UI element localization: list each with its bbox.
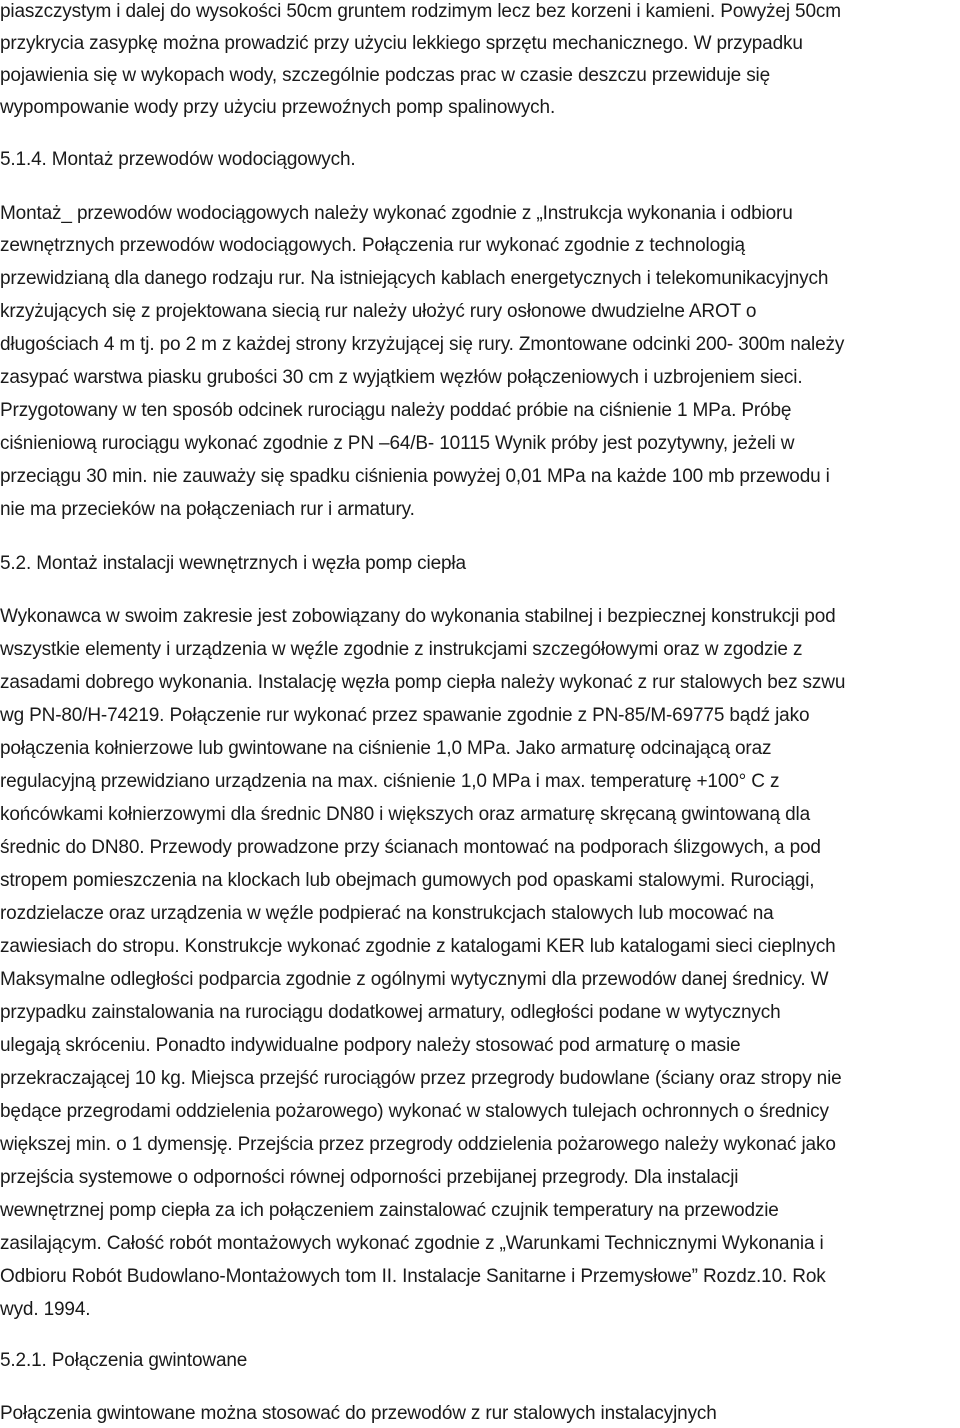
text-line: piaszczystym i dalej do wysokości 50cm gruntem rodzimym lecz bez korzeni i kamieni. Powyżej 50cm — [0, 1, 841, 22]
text-line: przypadku zainstalowania na rurociągu dodatkowej armatury, odległości podane w wytycznych — [0, 1002, 781, 1023]
text-line: Połączenia gwintowane można stosować do przewodów z rur stalowych instalacyjnych — [0, 1403, 717, 1424]
text-line: nie ma przecieków na połączeniach rur i armatury. — [0, 499, 415, 520]
text-line: połączenia kołnierzowe lub gwintowane na ciśnienie 1,0 MPa. Jako armaturę odcinającą oraz — [0, 738, 772, 759]
text-line: zawiesiach do stropu. Konstrukcje wykonać zgodnie z katalogami KER lub katalogami sieci cieplnych — [0, 936, 836, 957]
text-line: wyd. 1994. — [0, 1299, 91, 1320]
text-line: wewnętrznej pomp ciepła za ich połączeniem zainstalować czujnik temperatury na przewodzie — [0, 1200, 779, 1221]
text-line: Odbioru Robót Budowlano-Montażowych tom II. Instalacje Sanitarne i Przemysłowe” Rozdz.10. Rok — [0, 1266, 826, 1287]
section-heading: 5.2.1. Połączenia gwintowane — [0, 1350, 248, 1371]
text-line: Montaż_ przewodów wodociągowych należy wykonać zgodnie z „Instrukcja wykonania i odbioru — [0, 203, 793, 224]
text-line: większej min. o 1 dymensję. Przejścia przez przegrody oddzielenia pożarowego należy wykonać jako — [0, 1134, 836, 1155]
text-line: krzyżujących się z projektowana siecią rur należy ułożyć rury osłonowe dwudzielne AROT o — [0, 301, 757, 322]
text-line: ciśnieniową rurociągu wykonać zgodnie z PN –64/B- 10115 Wynik próby jest pozytywny, jeżeli w — [0, 433, 795, 454]
text-line: będące przegrodami oddzielenia pożarowego) wykonać w stalowych tulejach ochronnych o średnicy — [0, 1101, 829, 1122]
text-line: końcówkami kołnierzowymi dla średnic DN80 i większych oraz armaturę skręcaną gwintowaną dla — [0, 804, 811, 825]
text-line: ulegają skróceniu. Ponadto indywidualne podpory należy stosować pod armaturę o masie — [0, 1035, 741, 1056]
text-line: przewidzianą dla danego rodzaju rur. Na istniejących kablach energetycznych i telekomunikacyjnych — [0, 268, 829, 289]
text-line: przejścia systemowe o odporności równej odporności przebijanej przegrody. Dla instalacji — [0, 1167, 739, 1188]
text-line: wszystkie elementy i urządzenia w węźle zgodnie z instrukcjami szczegółowymi oraz w zgodzie z — [0, 639, 803, 660]
text-line: Przygotowany w ten sposób odcinek rurociągu należy poddać próbie na ciśnienie 1 MPa. Próbę — [0, 400, 792, 421]
text-line: przeciągu 30 min. nie zauważy się spadku ciśnienia powyżej 0,01 MPa na każde 100 mb przewodu i — [0, 466, 830, 487]
text-line: zewnętrznych przewodów wodociągowych. Połączenia rur wykonać zgodnie z technologią — [0, 235, 745, 256]
text-line: rozdzielacze oraz urządzenia w węźle podpierać na konstrukcjach stalowych lub mocować na — [0, 903, 774, 924]
text-line: zasypać warstwa piasku grubości 30 cm z wyjątkiem węzłów połączeniowych i uzbrojeniem sieci. — [0, 367, 803, 388]
text-line: stropem pomieszczenia na klockach lub obejmach gumowych pod opaskami stalowymi. Rurociągi, — [0, 870, 815, 891]
text-line: wypompowanie wody przy użyciu przewoźnych pomp spalinowych. — [0, 97, 556, 118]
text-line: zasadami dobrego wykonania. Instalację węzła pomp ciepła należy wykonać z rur stalowych bez szwu — [0, 672, 846, 693]
text-line: Wykonawca w swoim zakresie jest zobowiązany do wykonania stabilnej i bezpiecznej konstrukcji pod — [0, 606, 836, 627]
section-heading: 5.1.4. Montaż przewodów wodociągowych. — [0, 149, 356, 170]
section-heading: 5.2. Montaż instalacji wewnętrznych i węzła pomp ciepła — [0, 553, 466, 574]
text-line: regulacyjną przewidziano urządzenia na max. ciśnienie 1,0 MPa i max. temperaturę +100° C z — [0, 771, 780, 792]
text-line: wg PN-80/H-74219. Połączenie rur wykonać przez spawanie zgodnie z PN-85/M-69775 bądź jako — [0, 705, 810, 726]
text-line: przekraczającej 10 kg. Miejsca przejść rurociągów przez przegrody budowlane (ściany oraz stropy nie — [0, 1068, 842, 1089]
text-line: przykrycia zasypkę można prowadzić przy użyciu lekkiego sprzętu mechanicznego. W przypadku — [0, 33, 803, 54]
text-line: średnic do DN80. Przewody prowadzone przy ścianach montować na podporach ślizgowych, a pod — [0, 837, 821, 858]
text-line: zasilającym. Całość robót montażowych wykonać zgodnie z „Warunkami Technicznymi Wykonania i — [0, 1233, 824, 1254]
text-line: długościach 4 m tj. po 2 m z każdej strony krzyżującej się rury. Zmontowane odcinki 200- 300m należy — [0, 334, 845, 355]
text-line: Maksymalne odległości podparcia zgodnie z ogólnymi wytycznymi dla przewodów danej średnicy. W — [0, 969, 829, 990]
text-line: pojawienia się w wykopach wody, szczególnie podczas prac w czasie deszczu przewiduje się — [0, 65, 771, 86]
